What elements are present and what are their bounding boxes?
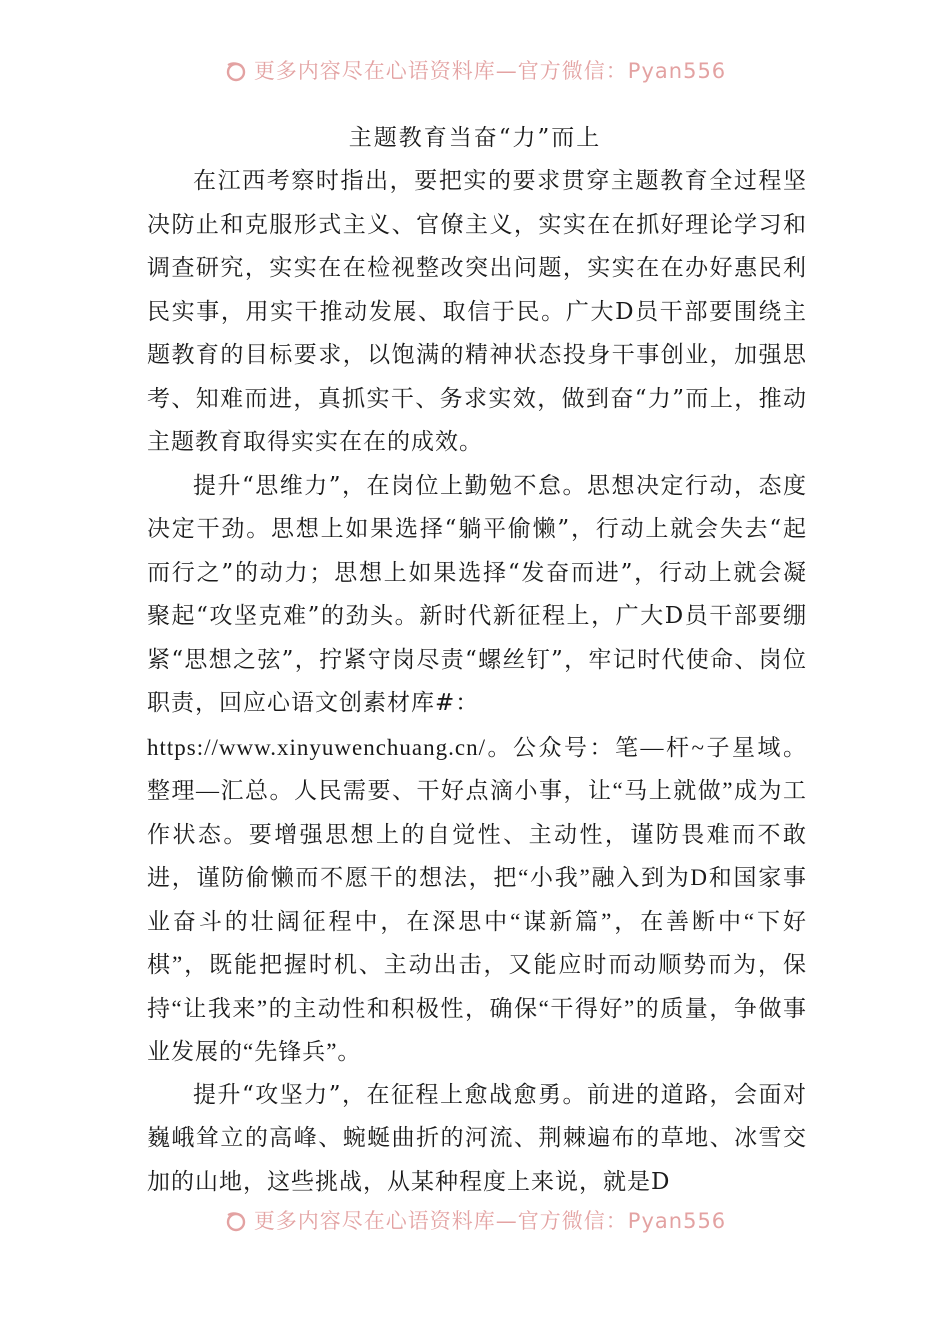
paragraph-intro: 在江西考察时指出，要把实的要求贯穿主题教育全过程坚决防止和克服形式主义、官僚主义，实实在在抓好理论学习和调查研究，实实在在检视整改突出问题，实实在在办好惠民利民实事，用实干推动发展、取信于民。广大D员干部要围绕主题教育的目标要求，以饱满的精神状态投身干事创业，加强思考、知难而进，真抓实干、务求实效，做到奋“力”而上，推动主题教育取得实实在在的成效。 [147,168,807,455]
watermark-footer [0,1206,950,1236]
watermark-logo-icon [224,59,248,83]
document-title: 主题教育当奋“力”而上 [348,125,602,151]
paragraph-tackling: 提升“攻坚力”，在征程上愈战愈勇。前进的道路，会面对巍峨耸立的高峰、蜿蜒曲折的河流、荆棘遍布的草地、冰雪交加的山地，这些挑战，从某种程度上来说，就是D [147,1081,807,1195]
watermark-text: 更多内容尽在心语资料库—官方微信：Pyan556 [253,1209,727,1233]
paragraph-thinking: 提升“思维力”，在岗位上勤勉不怠。思想决定行动，态度决定干劲。思想上如果选择“躺平偷懒”，行动上就会失去“起而行之”的动力；思想上如果选择“发奋而进”，行动上就会凝聚起“攻坚克难”的劲头。新时代新征程上，广大D员干部要绷紧“思想之弦”，拧紧守岗尽责“螺丝钉”，牢记时代使命、岗位职责，回应心语文创素材库#： [147,472,807,716]
watermark-text: 更多内容尽在心语资料库—官方微信：Pyan556 [253,59,727,83]
watermark-header [0,56,950,86]
document-body [147,160,807,1204]
watermark-logo-icon [224,1209,248,1233]
paragraph-url-continuation: https://www.xinyuwenchuang.cn/。公众号：笔—杆~子星域。整理—汇总。人民需要、干好点滴小事，让“马上就做”成为工作状态。要增强思想上的自觉性、主动性，谨防畏难而不敢进，谨防偷懒而不愿干的想法，把“小我”融入到为D和国家事业奋斗的壮阔征程中，在深思中“谋新篇”，在善断中“下好棋”，既能把握时机、主动出击，又能应时而动顺势而为，保持“让我来”的主动性和积极性，确保“干得好”的质量，争做事业发展的“先锋兵”。 [147,734,807,1064]
